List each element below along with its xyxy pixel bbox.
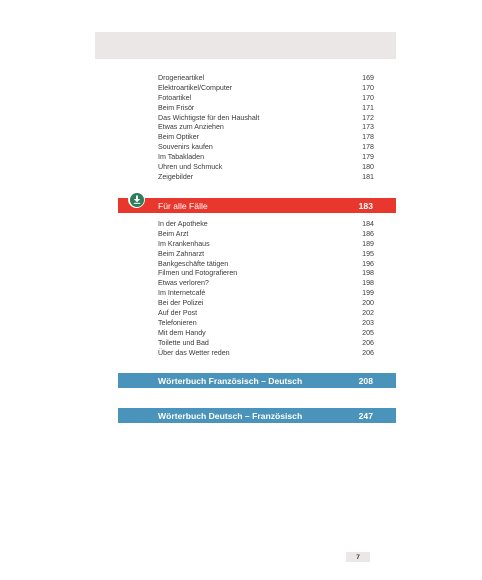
toc-entry[interactable] — [158, 329, 374, 339]
toc-entry-page: 173 — [362, 123, 374, 132]
toc-entry-label: Das Wichtigste für den Haushalt — [158, 113, 260, 122]
toc-entry[interactable] — [158, 133, 374, 143]
toc-entry[interactable] — [158, 230, 374, 240]
toc-entry[interactable] — [158, 84, 374, 94]
toc-entry-page: 178 — [362, 133, 374, 142]
toc-entry-page: 169 — [362, 74, 374, 82]
toc-entry[interactable] — [158, 153, 374, 163]
toc-entry-page: 172 — [362, 113, 374, 122]
toc-list-emergencies — [158, 220, 374, 358]
toc-entry-page: 170 — [362, 93, 374, 102]
toc-entry[interactable] — [158, 114, 374, 124]
toc-entry-page: 181 — [362, 172, 374, 181]
toc-entry[interactable] — [158, 349, 374, 359]
toc-entry-label: Beim Zahnarzt — [158, 249, 205, 258]
toc-entry-label: Bei der Polizei — [158, 299, 204, 308]
toc-entry-label: Drogerieartikel — [158, 74, 205, 82]
toc-entry-page: 198 — [362, 269, 374, 278]
section-header-dictionary-de-fr[interactable] — [118, 408, 396, 423]
toc-entry-label: Über das Wetter reden — [158, 348, 230, 357]
toc-entry-page: 205 — [362, 328, 374, 337]
toc-list-shopping — [158, 74, 374, 183]
toc-entry-page: 198 — [362, 279, 374, 288]
toc-entry-page: 203 — [362, 318, 374, 327]
toc-entry[interactable] — [158, 289, 374, 299]
toc-entry[interactable] — [158, 123, 374, 133]
toc-entry-label: Uhren und Schmuck — [158, 163, 223, 172]
section-title: Wörterbuch Deutsch – Französisch — [158, 410, 303, 421]
toc-entry-label: Beim Optiker — [158, 133, 199, 142]
toc-entry-label: Mit dem Handy — [158, 328, 206, 337]
toc-entry[interactable] — [158, 163, 374, 173]
section-header-emergencies[interactable] — [118, 198, 396, 213]
toc-entry-page: 170 — [362, 83, 374, 92]
toc-entry-label: Etwas zum Anziehen — [158, 123, 224, 132]
toc-entry[interactable] — [158, 309, 374, 319]
toc-entry[interactable] — [158, 220, 374, 230]
section-page: 247 — [358, 410, 373, 421]
toc-entry-page: 171 — [362, 103, 374, 112]
toc-entry[interactable] — [158, 260, 374, 270]
toc-entry-label: Elektroartikel/Computer — [158, 83, 233, 92]
toc-entry[interactable] — [158, 319, 374, 329]
toc-entry-label: Fotoartikel — [158, 93, 192, 102]
toc-entry-label: Im Internetcafé — [158, 289, 206, 298]
toc-entry-label: Bankgeschäfte tätigen — [158, 259, 229, 268]
page-number: 7 — [346, 552, 370, 562]
toc-entry[interactable] — [158, 74, 374, 84]
toc-entry-label: Im Tabakladen — [158, 153, 205, 162]
toc-entry-label: In der Apotheke — [158, 220, 208, 228]
toc-entry[interactable] — [158, 94, 374, 104]
toc-entry-page: 179 — [362, 153, 374, 162]
toc-entry[interactable] — [158, 339, 374, 349]
toc-entry-label: Beim Frisör — [158, 103, 195, 112]
section-title: Wörterbuch Französisch – Deutsch — [158, 375, 303, 386]
toc-entry-page: 206 — [362, 338, 374, 347]
toc-entry-page: 196 — [362, 259, 374, 268]
toc-entry-page: 186 — [362, 229, 374, 238]
toc-entry[interactable] — [158, 104, 374, 114]
toc-entry-page: 200 — [362, 299, 374, 308]
download-arrow-icon — [128, 191, 145, 208]
section-page: 183 — [358, 200, 373, 211]
section-page: 208 — [358, 375, 373, 386]
section-header-dictionary-fr-de[interactable] — [118, 373, 396, 388]
toc-entry-label: Toilette und Bad — [158, 338, 209, 347]
toc-entry[interactable] — [158, 240, 374, 250]
toc-entry-label: Im Krankenhaus — [158, 239, 210, 248]
toc-entry-page: 195 — [362, 249, 374, 258]
toc-entry-label: Telefonieren — [158, 318, 197, 327]
toc-entry-page: 199 — [362, 289, 374, 298]
toc-entry[interactable] — [158, 173, 374, 183]
toc-entry-label: Zeigebilder — [158, 172, 194, 181]
section-title: Für alle Fälle — [158, 200, 208, 211]
toc-entry-page: 189 — [362, 239, 374, 248]
toc-entry-page: 180 — [362, 163, 374, 172]
toc-entry-page: 202 — [362, 309, 374, 318]
toc-entry-page: 184 — [362, 220, 374, 228]
toc-entry-label: Etwas verloren? — [158, 279, 209, 288]
toc-entry-label: Filmen und Fotografieren — [158, 269, 238, 278]
toc-entry-page: 206 — [362, 348, 374, 357]
toc-entry[interactable] — [158, 143, 374, 153]
toc-entry[interactable] — [158, 299, 374, 309]
header-band — [95, 32, 396, 59]
toc-entry[interactable] — [158, 279, 374, 289]
toc-entry[interactable] — [158, 250, 374, 260]
toc-entry-label: Souvenirs kaufen — [158, 143, 213, 152]
toc-entry-page: 178 — [362, 143, 374, 152]
toc-entry[interactable] — [158, 269, 374, 279]
toc-entry-label: Beim Arzt — [158, 229, 189, 238]
toc-entry-label: Auf der Post — [158, 309, 198, 318]
